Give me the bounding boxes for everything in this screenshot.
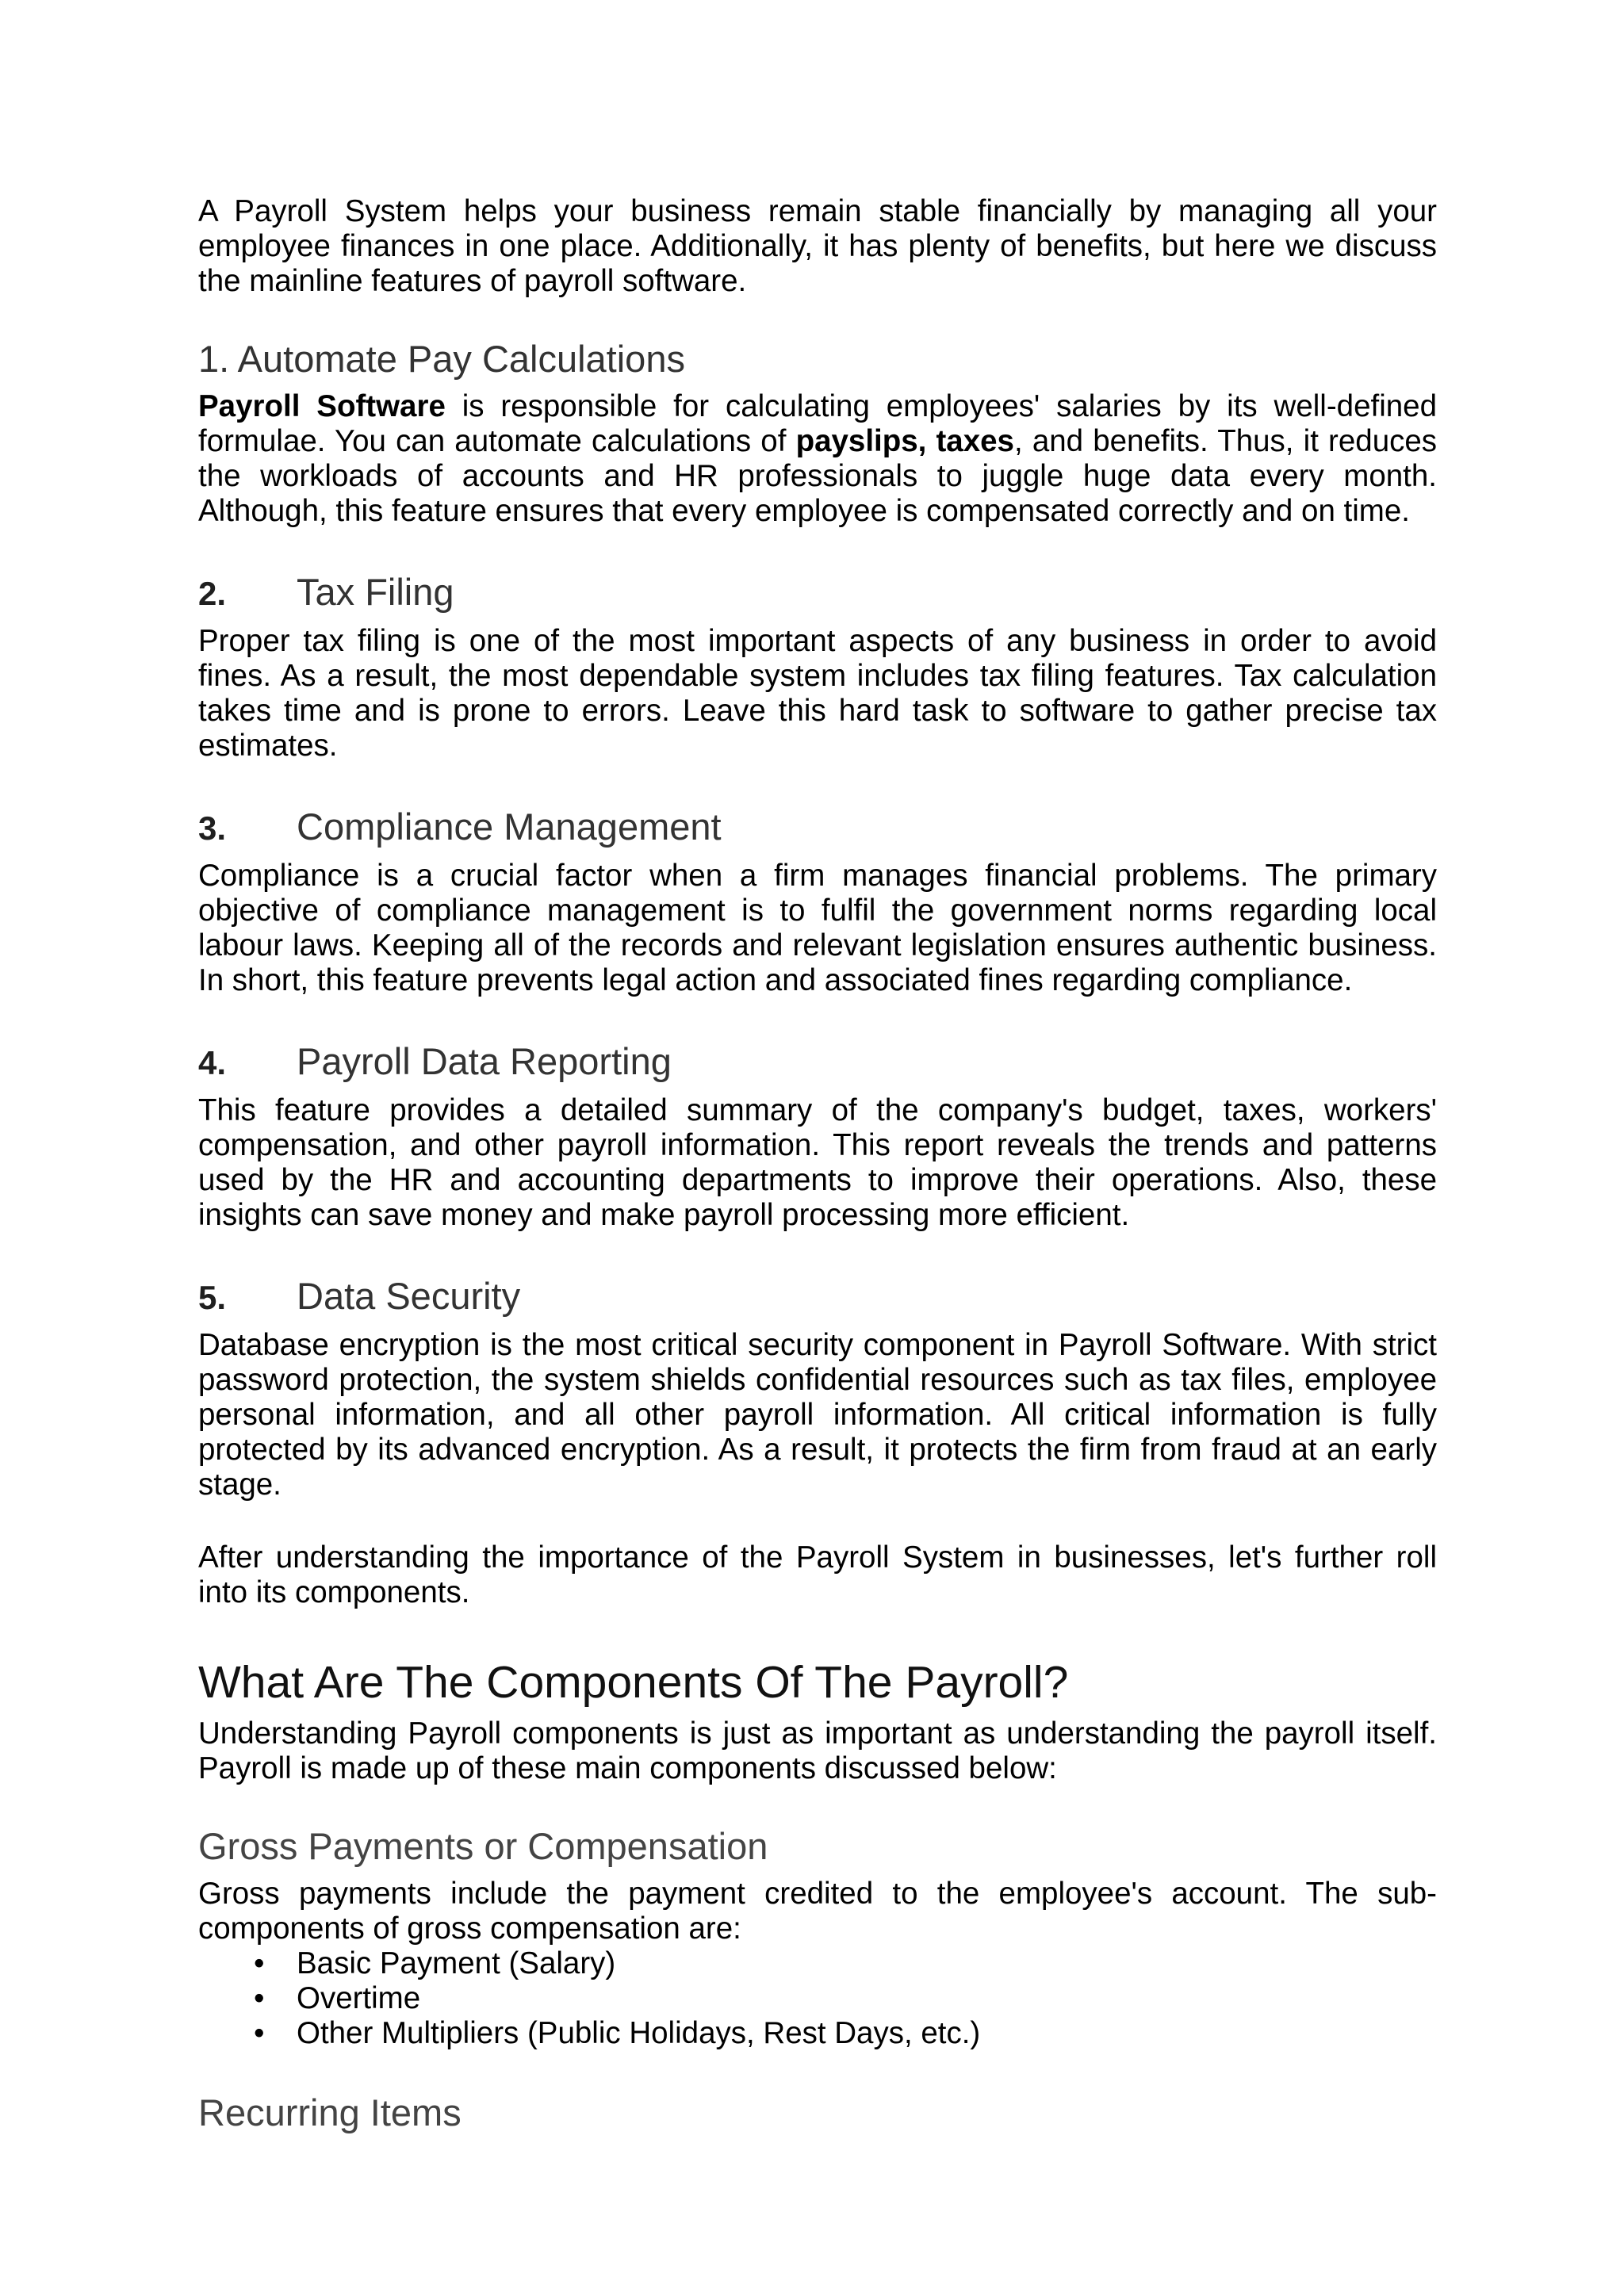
section-4-heading bbox=[198, 1039, 1437, 1085]
section-1-heading: 1. Automate Pay Calculations bbox=[198, 338, 685, 380]
section-2-heading bbox=[198, 570, 1437, 616]
list-item: • Overtime bbox=[254, 1981, 421, 2015]
document-page bbox=[198, 194, 1437, 2135]
list-item: • Basic Payment (Salary) bbox=[254, 1946, 616, 1980]
section-1-paragraph: Payroll Software is responsible for calculating employees' salaries by its well-defined formulae. You can automate calculations of payslips, taxes, and benefits. Thus, it reduces the workloads of accounts and HR professionals to juggle huge data every month. Although, this feature ensures that every employee is compensated correctly and on time. bbox=[198, 389, 1438, 528]
gross-components-list bbox=[198, 1946, 1437, 2051]
section-5-title: Data Security bbox=[297, 1275, 521, 1317]
section-4-title: Payroll Data Reporting bbox=[297, 1040, 672, 1082]
section-2-paragraph: Proper tax filing is one of the most important aspects of any business in order to avoid fines. As a result, the most dependable system includes tax filing features. Tax calculation takes time and is prone to errors. Leave this hard task to software to gather precise tax estimates. bbox=[198, 624, 1437, 763]
section-5-paragraph: Database encryption is the most critical security component in Payroll Software. With strict password protection, the system shields confidential resources such as tax files, employee personal information, and all other payroll information. All critical information is fully protected by its advanced encryption. As a result, it protects the firm from fraud at an early stage. bbox=[198, 1328, 1437, 1502]
section-5-heading bbox=[198, 1274, 1437, 1320]
gross-payments-paragraph: Gross payments include the payment credited to the employee's account. The sub-components of gross compensation are: bbox=[198, 1877, 1437, 1946]
bullet-icon: • bbox=[254, 1946, 265, 1980]
section-3-paragraph: Compliance is a crucial factor when a firm manages financial problems. The primary objective of compliance management is to fulfil the government norms regarding local labour laws. Keeping all of the records and relevant legislation ensures authentic business. In short, this feature prevents legal action and associated fines regarding compliance. bbox=[198, 859, 1437, 997]
list-item: • Other Multipliers (Public Holidays, Rest Days, etc.) bbox=[254, 2016, 981, 2050]
section-4-number: 4. bbox=[198, 1044, 227, 1081]
section-2-title: Tax Filing bbox=[297, 571, 454, 613]
bold-payslips-taxes: payslips, taxes bbox=[795, 424, 1014, 458]
transition-paragraph: After understanding the importance of the Payroll System in businesses, let's further roll into its components. bbox=[198, 1540, 1437, 1609]
bold-payroll-software: Payroll Software bbox=[198, 389, 446, 423]
section-3-title: Compliance Management bbox=[297, 806, 722, 848]
components-paragraph: Understanding Payroll components is just as important as understanding the payroll itself. Payroll is made up of these main components discussed below: bbox=[198, 1716, 1437, 1785]
section-4-paragraph: This feature provides a detailed summary of the company's budget, taxes, workers' compensation, and other payroll information. This report reveals the trends and patterns used by the HR and accounting departments to improve their operations. Also, these insights can save money and make payroll processing more efficient. bbox=[198, 1093, 1437, 1232]
section-3-heading bbox=[198, 805, 1437, 851]
recurring-items-heading: Recurring Items bbox=[198, 2091, 462, 2133]
section-5-number: 5. bbox=[198, 1279, 227, 1316]
section-3-number: 3. bbox=[198, 809, 227, 847]
bullet-icon: • bbox=[254, 1981, 265, 2015]
intro-paragraph: A Payroll System helps your business remain stable financially by managing all your employee finances in one place. Additionally, it has plenty of benefits, but here we discuss the mainline features of payroll software. bbox=[198, 194, 1437, 298]
components-heading: What Are The Components Of The Payroll? bbox=[198, 1657, 1069, 1708]
section-2-number: 2. bbox=[198, 575, 227, 612]
gross-payments-heading: Gross Payments or Compensation bbox=[198, 1825, 768, 1867]
bullet-icon: • bbox=[254, 2016, 265, 2050]
